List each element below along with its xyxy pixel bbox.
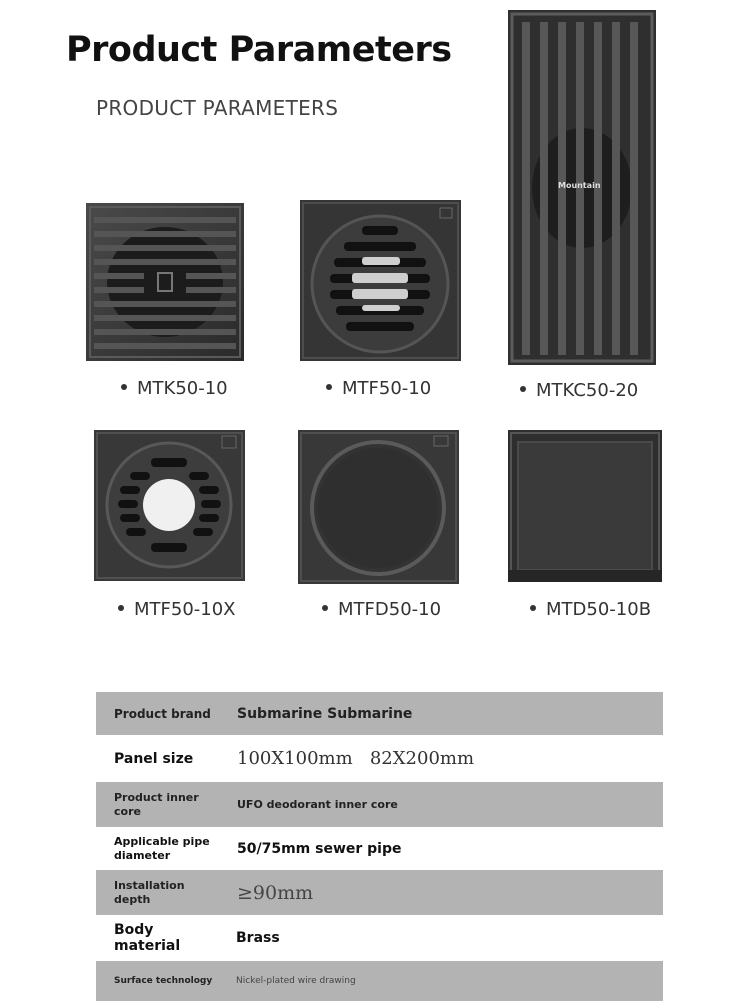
spec-row-installation-depth (96, 870, 663, 915)
product-model: MTF50-10 (342, 378, 432, 399)
spec-value: UFO deodorant inner core (237, 798, 398, 811)
spec-value: Submarine Submarine (237, 705, 413, 722)
spec-value: Brass (236, 930, 280, 946)
spec-value: 50/75mm sewer pipe (237, 840, 402, 857)
product-model: MTFD50-10 (338, 599, 442, 620)
spec-row-surface-technology (96, 961, 663, 1001)
bullet-icon (121, 384, 127, 390)
product-label-mtf50-10 (326, 378, 431, 399)
spec-value: Nickel-plated wire drawing (236, 976, 356, 986)
spec-label: Product inner core (114, 790, 199, 818)
spec-label: Panel size (114, 750, 194, 767)
spec-value: ≥90mm (237, 881, 314, 904)
bullet-icon (326, 384, 332, 390)
spec-label: Surface technology (114, 976, 213, 986)
spec-label: Applicable pipe diameter (114, 834, 210, 862)
product-label-mtf50-10x (118, 599, 236, 620)
spec-row-inner-core (96, 782, 663, 827)
product-label-mtk50-10 (121, 378, 228, 399)
product-label-mtkc50-20 (520, 380, 638, 401)
spec-row-panel-size (96, 735, 663, 782)
bullet-icon (118, 605, 124, 611)
bullet-icon (520, 386, 526, 392)
product-image-mtk50-10 (86, 203, 244, 365)
product-model: MTF50-10X (134, 599, 236, 620)
product-image-mtd50-10b (508, 430, 662, 586)
product-image-mtf50-10x (94, 430, 245, 585)
page-subtitle: PRODUCT PARAMETERS (96, 96, 339, 120)
spec-row-brand (96, 692, 663, 735)
spec-label: Body material (114, 922, 181, 954)
product-image-mtfd50-10 (298, 430, 459, 588)
product-model: MTK50-10 (137, 378, 228, 399)
spec-row-body-material (96, 915, 663, 961)
product-model: MTD50-10B (546, 599, 652, 620)
product-model: MTKC50-20 (536, 380, 639, 401)
product-label-mtfd50-10 (322, 599, 441, 620)
product-image-mtf50-10 (300, 200, 461, 365)
product-label-mtd50-10b (530, 599, 651, 620)
spec-table (96, 692, 663, 1001)
spec-label: Installation depth (114, 878, 185, 906)
bullet-icon (322, 605, 328, 611)
page-title: Product Parameters (66, 30, 452, 70)
spec-value: 100X100mm 82X200mm (237, 748, 475, 769)
bullet-icon (530, 605, 536, 611)
watermark-text: Mountain (558, 181, 601, 190)
spec-label: Product brand (114, 706, 211, 721)
spec-row-pipe-diameter (96, 827, 663, 870)
